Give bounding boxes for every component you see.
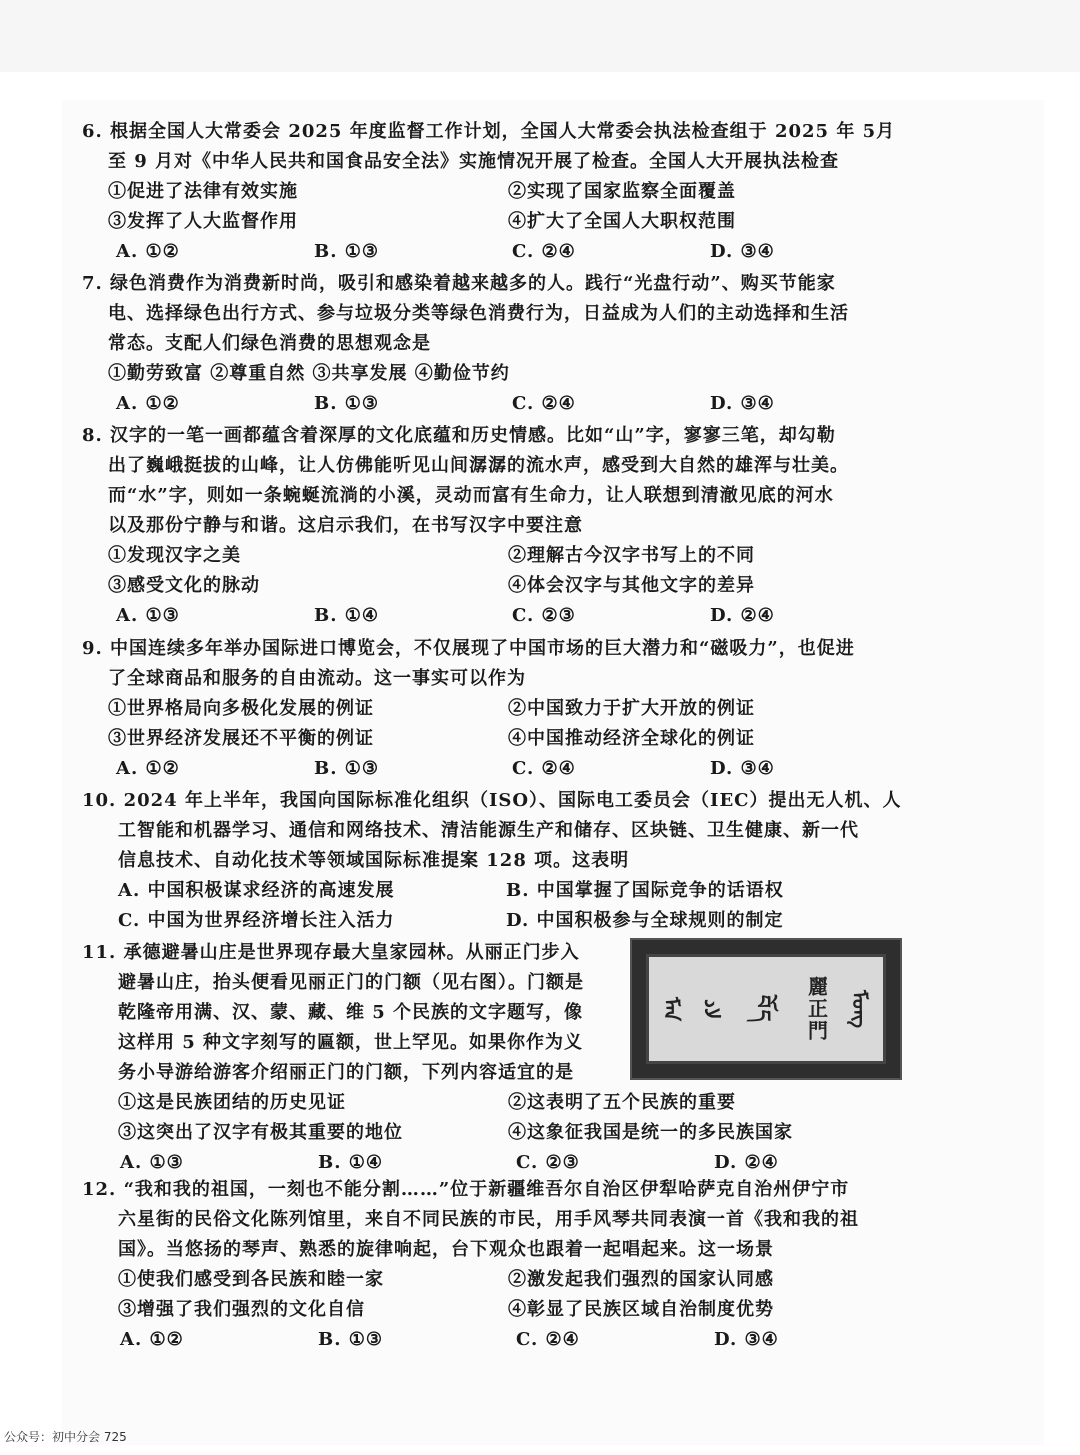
question-7-options: ①勤劳致富 ②尊重自然 ③共享发展 ④勤俭节约 — [108, 363, 510, 384]
question-12-choice-b: B. ①③ — [318, 1329, 384, 1350]
question-9-line-1: 9. 中国连续多年举办国际进口博览会，不仅展现了中国市场的巨大潜力和“磁吸力”，也促进 — [82, 638, 855, 659]
question-8-choice-d: D. ②④ — [710, 605, 775, 626]
question-12-line-2: 六星街的民俗文化陈列馆里，来自不同民族的市民，用手风琴共同表演一首《我和我的祖 — [118, 1209, 859, 1230]
question-6-choice-b: B. ①③ — [314, 241, 380, 262]
question-12-option-3: ③增强了我们强烈的文化自信 — [118, 1299, 365, 1320]
question-9-choice-d: D. ③④ — [710, 758, 775, 779]
question-11-line-2: 避暑山庄，抬头便看见丽正门的门额（见右图）。门额是 — [118, 972, 584, 993]
question-11-option-3: ③这突出了汉字有极其重要的地位 — [118, 1122, 403, 1143]
question-7-choice-d: D. ③④ — [710, 393, 775, 414]
question-6-choice-a: A. ①② — [116, 241, 180, 262]
question-6-option-3: ③发挥了人大监督作用 — [108, 211, 298, 232]
mongolian-script-glyph: ᠮᠣᠩ — [847, 989, 872, 1029]
plaque-board — [646, 954, 886, 1064]
question-9-options-row-2 — [108, 724, 855, 754]
question-12-choices — [120, 1325, 859, 1355]
question-9-choice-a: A. ①② — [116, 758, 180, 779]
tibetan-script-glyph: བོད — [751, 994, 776, 1024]
question-7-choice-a: A. ①② — [116, 393, 180, 414]
question-6-options-row-1 — [108, 177, 895, 207]
question-6-choices — [116, 237, 895, 267]
question-10-option-c: C. 中国为世界经济增长注入活力 — [118, 910, 395, 931]
question-9-option-2: ②中国致力于扩大开放的例证 — [508, 698, 755, 719]
question-11-choice-c: C. ②③ — [516, 1152, 580, 1173]
question-6-choice-c: C. ②④ — [512, 241, 576, 262]
question-6 — [82, 117, 895, 267]
question-8-line-1: 8. 汉字的一笔一画都蕴含着深厚的文化底蕴和历史情感。比如“山”字，寥寥三笔，却勾勒 — [82, 425, 836, 446]
question-9-line-2: 了全球商品和服务的自由流动。这一事实可以作为 — [108, 668, 526, 689]
question-11-line-4: 这样用 5 种文字刻写的匾额，世上罕见。如果你作为义 — [118, 1032, 584, 1053]
question-8-choice-b: B. ①④ — [314, 605, 380, 626]
top-margin — [0, 0, 1080, 72]
uyghur-script-glyph: ﻻﺩ — [700, 998, 725, 1020]
question-11-option-4: ④这象征我国是统一的多民族国家 — [508, 1122, 793, 1143]
question-12-option-1: ①使我们感受到各民族和睦一家 — [118, 1269, 384, 1290]
question-8-option-1: ①发现汉字之美 — [108, 545, 241, 566]
question-10-options-row-2 — [118, 906, 902, 936]
question-12-choice-c: C. ②④ — [516, 1329, 580, 1350]
question-10-option-b: B. 中国掌握了国际竞争的话语权 — [506, 880, 784, 901]
question-12-line-3: 国》。当悠扬的琴声、熟悉的旋律响起，台下观众也跟着一起唱起来。这一场景 — [118, 1239, 774, 1260]
question-11-choice-d: D. ②④ — [714, 1152, 779, 1173]
question-12 — [82, 1175, 859, 1355]
question-9-option-1: ①世界格局向多极化发展的例证 — [108, 698, 374, 719]
question-8-line-3: 而“水”字，则如一条蜿蜒流淌的小溪，灵动而富有生命力，让人联想到清澈见底的河水 — [108, 485, 834, 506]
question-7 — [82, 269, 849, 419]
question-7-choices — [116, 389, 849, 419]
question-8-choices — [116, 601, 849, 631]
question-12-line-1: 12. “我和我的祖国，一刻也不能分割……”位于新疆维吾尔自治区伊犁哈萨克自治州伊宁市 — [82, 1179, 850, 1200]
question-6-option-4: ④扩大了全国人大职权范围 — [508, 211, 736, 232]
question-12-option-2: ②激发起我们强烈的国家认同感 — [508, 1269, 774, 1290]
question-6-line-2: 至 9 月对《中华人民共和国食品安全法》实施情况开展了检查。全国人大开展执法检查 — [108, 151, 840, 172]
question-9-choices — [116, 754, 855, 784]
question-8-line-2: 出了巍峨挺拔的山峰，让人仿佛能听见山间潺潺的流水声，感受到大自然的雄浑与壮美。 — [108, 455, 849, 476]
question-11-line-5: 务小导游给游客介绍丽正门的门额，下列内容适宜的是 — [118, 1062, 574, 1083]
question-8-options-row-2 — [108, 571, 849, 601]
question-11-line-3: 乾隆帝用满、汉、蒙、藏、维 5 个民族的文字题写，像 — [118, 1002, 584, 1023]
question-10-options-row-1 — [118, 876, 902, 906]
footer-watermark: 公众号：初中分会 725 — [4, 1430, 127, 1444]
plaque-chinese-text: 麗正門 — [804, 976, 829, 1042]
manchu-script-glyph: ᠮᠠᠨ — [659, 996, 684, 1022]
question-11-option-1: ①这是民族团结的历史见证 — [118, 1092, 346, 1113]
question-11-choice-b: B. ①④ — [318, 1152, 384, 1173]
question-12-options-row-1 — [118, 1265, 859, 1295]
question-9-choice-c: C. ②④ — [512, 758, 576, 779]
question-6-choice-d: D. ③④ — [710, 241, 775, 262]
question-11-line-1: 11. 承德避暑山庄是世界现存最大皇家园林。从丽正门步入 — [82, 942, 580, 963]
question-11-option-2: ②这表明了五个民族的重要 — [508, 1092, 736, 1113]
question-7-line-2: 电、选择绿色出行方式、参与垃圾分类等绿色消费行为，日益成为人们的主动选择和生活 — [108, 303, 849, 324]
question-10-line-1: 10. 2024 年上半年，我国向国际标准化组织（ISO）、国际电工委员会（IEC）提出无人机、人 — [82, 790, 902, 811]
question-10-line-2: 工智能和机器学习、通信和网络技术、清洁能源生产和储存、区块链、卫生健康、新一代 — [118, 820, 859, 841]
question-8-option-3: ③感受文化的脉动 — [108, 575, 260, 596]
question-11-options-row-2 — [118, 1118, 793, 1148]
question-10-option-a: A. 中国积极谋求经济的高速发展 — [118, 880, 395, 901]
question-6-option-1: ①促进了法律有效实施 — [108, 181, 298, 202]
question-9-choice-b: B. ①③ — [314, 758, 380, 779]
question-8-options-row-1 — [108, 541, 849, 571]
question-6-options-row-2 — [108, 207, 895, 237]
question-9 — [82, 634, 855, 784]
question-10-line-3: 信息技术、自动化技术等领域国际标准提案 128 项。这表明 — [118, 850, 630, 871]
question-7-line-1: 7. 绿色消费作为消费新时尚，吸引和感染着越来越多的人。践行“光盘行动”、购买节能家 — [82, 273, 836, 294]
question-8-choice-a: A. ①③ — [116, 605, 180, 626]
question-7-choice-b: B. ①③ — [314, 393, 380, 414]
question-8-option-2: ②理解古今汉字书写上的不同 — [508, 545, 755, 566]
question-9-option-3: ③世界经济发展还不平衡的例证 — [108, 728, 374, 749]
question-6-line-1: 6. 根据全国人大常委会 2025 年度监督工作计划，全国人大常委会执法检查组于 2025 年 5月 — [82, 121, 896, 142]
question-8-line-4: 以及那份宁静与和谐。这启示我们，在书写汉字中要注意 — [108, 515, 583, 536]
question-11-choice-a: A. ①③ — [120, 1152, 184, 1173]
question-9-option-4: ④中国推动经济全球化的例证 — [508, 728, 755, 749]
question-7-choice-c: C. ②④ — [512, 393, 576, 414]
question-6-option-2: ②实现了国家监察全面覆盖 — [508, 181, 736, 202]
question-12-options-row-2 — [118, 1295, 859, 1325]
question-12-choice-a: A. ①② — [120, 1329, 184, 1350]
lizhengmen-plaque-photo — [630, 938, 902, 1080]
question-8 — [82, 421, 849, 631]
question-8-option-4: ④体会汉字与其他文字的差异 — [508, 575, 755, 596]
question-11-options-row-1 — [118, 1088, 736, 1118]
question-11-choices — [120, 1148, 779, 1178]
question-10 — [82, 786, 902, 936]
question-10-option-d: D. 中国积极参与全球规则的制定 — [506, 910, 784, 931]
question-12-option-4: ④彰显了民族区域自治制度优势 — [508, 1299, 774, 1320]
question-8-choice-c: C. ②③ — [512, 605, 576, 626]
question-7-line-3: 常态。支配人们绿色消费的思想观念是 — [108, 333, 431, 354]
question-12-choice-d: D. ③④ — [714, 1329, 779, 1350]
question-9-options-row-1 — [108, 694, 855, 724]
